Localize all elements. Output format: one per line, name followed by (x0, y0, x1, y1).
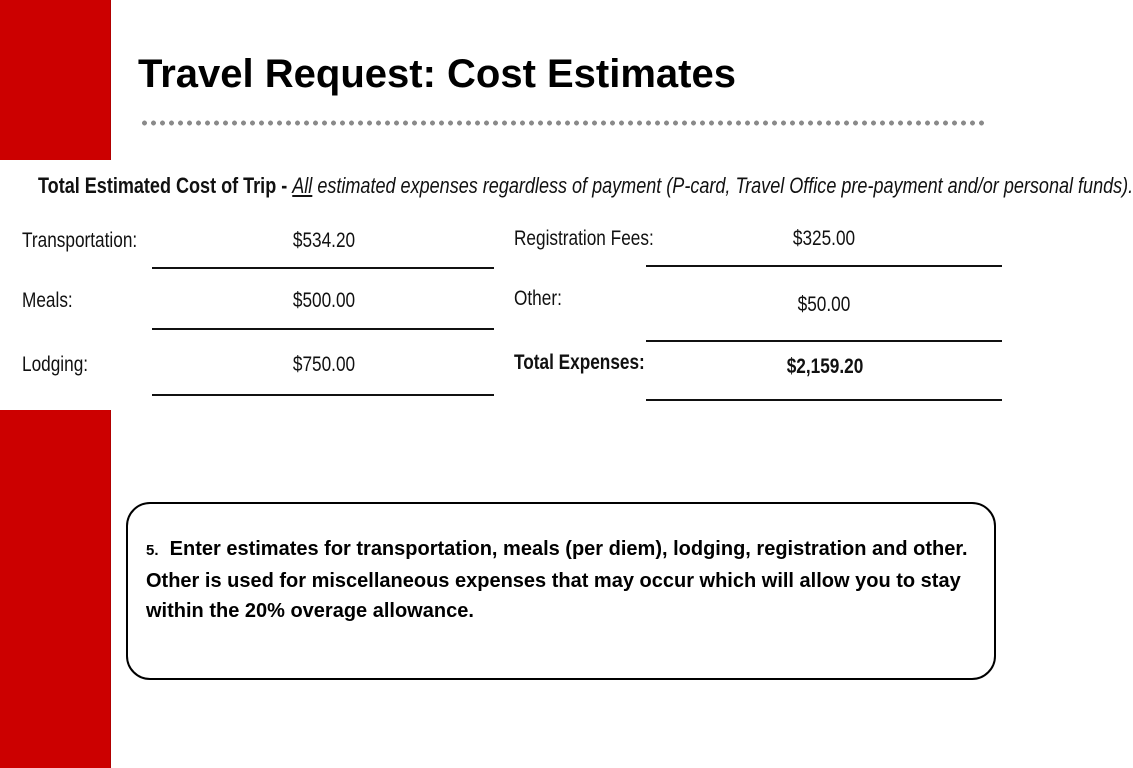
slide-title: Travel Request: Cost Estimates (138, 52, 736, 96)
other-field-line (646, 340, 1002, 342)
other-label: Other: (514, 287, 562, 310)
registration-fees-label: Registration Fees: (514, 227, 654, 250)
instruction-step-number: 5. (146, 542, 159, 559)
form-heading-emphasis: All (292, 173, 313, 198)
transportation-value: $534.20 (292, 229, 356, 252)
red-accent-bar-bottom (0, 410, 111, 768)
instruction-text (146, 534, 976, 626)
lodging-label: Lodging: (22, 353, 89, 376)
meals-label: Meals: (22, 289, 73, 312)
registration-fees-field-line (646, 265, 1002, 267)
transportation-field-line (152, 267, 494, 269)
instruction-body: Enter estimates for transportation, meals (per diem), lodging, registration and other. Other is used for miscellaneous expenses that may occur which will allow you to stay within the 20% overage allowance. (146, 538, 968, 622)
total-expenses-field-line (646, 399, 1002, 401)
transportation-label: Transportation: (22, 229, 138, 252)
form-heading-title: Total Estimated Cost of Trip - (38, 173, 288, 198)
lodging-field-line (152, 394, 494, 396)
other-value: $50.00 (797, 293, 851, 316)
total-expenses-label: Total Expenses: (514, 351, 645, 374)
form-heading-description: estimated expenses regardless of payment (P-card, Travel Office pre-payment and/or personal funds). (312, 173, 1133, 198)
registration-fees-value: $325.00 (792, 227, 856, 250)
instruction-callout (126, 502, 996, 680)
total-expenses-value: $2,159.20 (786, 355, 864, 378)
form-heading (38, 173, 1133, 199)
lodging-value: $750.00 (292, 353, 356, 376)
meals-field-line (152, 328, 494, 330)
cost-estimate-form (14, 165, 1133, 410)
dotted-divider (140, 119, 984, 127)
red-accent-bar-top (0, 0, 111, 160)
meals-value: $500.00 (292, 289, 356, 312)
